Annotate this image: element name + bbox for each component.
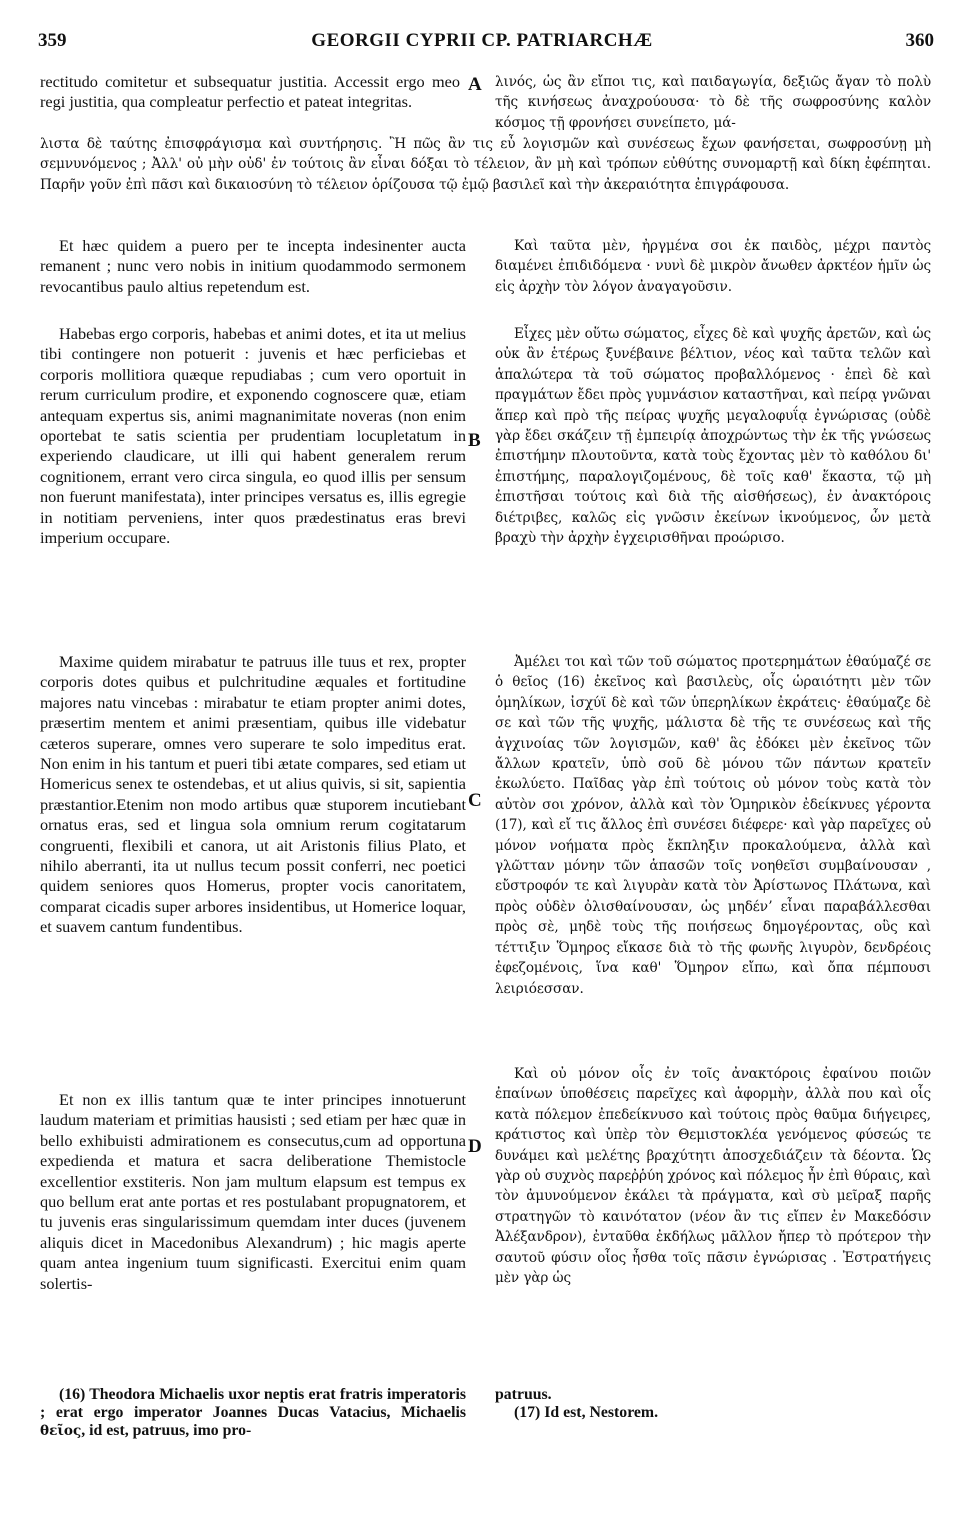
greek-text: Εἶχες μὲν οὕτω σώματος, εἶχες δὲ καὶ ψυχῆς ἀρετῶν, καὶ ὡς οὐκ ἂν ἑτέρως ξυνέβαινε βέλτιον, νέος καὶ ταῦτα τελῶν καὶ ἁπαλώτερα τὰ τοῦ σώματος προβαλλόμενος · ἐπεὶ δὲ καὶ πραγμάτων ἔδει πρὸς γυμνάσιον καταστῆναι, καὶ πείρᾳ γνῶναι ἅπερ καὶ πρὸ τῆς πείρας ψυχῆς μεγαλοφυΐᾳ ἐγνώρισας (οὐδὲ γὰρ ἔδει σκάζειν τῇ ἐμπειρίᾳ ἀποχρώντως τὴν ἐκ τῆς γνώσεως ἐπιστήμην πλουτοῦντα, κατὰ τοὺς ἔχοντας μὲν τὸ καθόλου δι' ἐπιστήμης, παραλογιζομένους, δὲ τοῖς καθ' ἕκαστα, τῷ μὴ ἐπιστῆσαι τούτοις καὶ διὰ τῆς αἰσθήσεως), ἐν ἀνακτόροις διέτριβες, καλῶς εἰς γνῶσιν ἐκείνων ἱκνούμενος, ὧν μετὰ βραχὺ τὴν ἀρχὴν ἐγχειρισθῆναι προώρισο. xyxy=(495,326,931,547)
footnote-16-text-end: , id est, patruus, imo pro- xyxy=(81,1422,252,1439)
page-number-left: 359 xyxy=(38,30,67,51)
greek-text: Ἀμέλει τοι καὶ τῶν τοῦ σώματος προτερημάτων ἐθαύμαζέ σε ὁ θεῖος (16) ἐκεῖνος καὶ βασιλεὺς, οἷς ὡραιότητι μὲν τῶν ὁμηλίκων, ἰσχύϊ δὲ καὶ τῶν ὑπερηλίκων ἐκράτεις· ἐθαύμαζε δὲ σε καὶ τῶν τῆς ψυχῆς, μάλιστα δὲ τῆς τε συνέσεως καὶ τῆς ἀγχινοίας τῶν λογισμῶν, καθ' ἃς ἐδόκει μὲν ἐκεῖνος τῶν ἄλλων κρατεῖν, ὑπὸ σοῦ δὲ μόνου τῶν πάντων κρατεῖν ἐκωλύετο. Παῖδας γὰρ ἐπὶ τούτοις οὐ μόνον τοὺς κατὰ τὸν αὐτὸν σοι χρόνον, ἀλλὰ καὶ τὸν Ὁμηρικὸν ἐδείκνυες γέροντα (17), καὶ εἴ τις ἄλλος ἐπὶ συνέσει διέφερε· καὶ γὰρ παρεῖχες οὐ μόνον νοήματα πρὸς ἔκπληξιν προκαλούμενα, ἀλλὰ καὶ γλῶτταν μόνην τῶν ἁπασῶν τοῖς νοηθεῖσι συμβαίνουσαν , εὔστροφόν τε καὶ λιγυρὰν κατὰ τὸν Ἀρίστωνος Πλάτωνα, καὶ πρὸς οὐδὲν ὀλισθαίνουσαν, ὡς μηδένʼ εἶναι παραβάλλεσθαι πρὸς σὲ, μηδὲ τοὺς τῆς ποιήσεως δημογέροντας, οὓς καὶ τέττιξιν Ὅμηρος εἴκασε διὰ τὸ τῆς φωνῆς λιγυρὸν, δενδρέοις ἐφεζομένοις, ἵνα καθ' Ὅμηρον εἴπω, καὶ ὄπα πέμπουσι λειριόεσσαν. xyxy=(495,654,931,997)
latin-paragraph-1 xyxy=(40,236,466,320)
top-greek-full-text xyxy=(40,134,931,218)
footnote-17-text: (17) Id est, Nestorem. xyxy=(514,1404,659,1421)
latin-text: Et hæc quidem a puero per te incepta indesinenter aucta remanent ; nunc vero nobis in initium quodammodo sermonem revocantibus paulo altius repetendum est. xyxy=(40,236,466,296)
section-marker-b: B xyxy=(468,430,481,451)
section-marker-a: A xyxy=(468,74,482,95)
top-greek-paragraph: λινός, ὡς ἂν εἴποι τις, καὶ παιδαγωγία, δεξιῶς ἄγαν τὸ πολὺ τῆς κινήσεως ἀναχρούουσα· τὸ δὲ τῆς σωφροσύνης καλὸν κόσμος τῇ φρονήσει συνείπετο, μά- xyxy=(495,74,931,131)
page-number-right: 360 xyxy=(905,30,934,51)
section-marker-c: C xyxy=(468,790,482,811)
top-latin-paragraph: rectitudo comitetur et subsequatur justitia. Accessit ergo meo regi justitia, qua compleatur perfectio et pateat integritas. xyxy=(40,72,460,112)
section-marker-d: D xyxy=(468,1136,482,1157)
greek-paragraph-2 xyxy=(495,324,931,646)
footnote-17 xyxy=(495,1404,931,1426)
latin-paragraph-4 xyxy=(40,1090,466,1374)
top-latin-text xyxy=(40,72,460,134)
latin-paragraph-2 xyxy=(40,324,466,644)
footnote-16 xyxy=(40,1386,466,1446)
greek-text: Καὶ οὐ μόνον οἷς ἐν τοῖς ἀνακτόροις ἐφαίνου ποιῶν ἐπαίνων ὑποθέσεις παρεῖχες καὶ ἀφορμὴν, ἀλλὰ που καὶ οἷς κατὰ πόλεμον ἐπεδείκνυσο καὶ τούτοις πρὸς θαῦμα διήγειρες, κράτιστος καὶ ὑπὲρ τὸν Θεμιστοκλέα γενόμενος φύσεώς τε δυνάμει καὶ μελέτης βραχύτητι ἀποσχεδιάζειν τὰ δέοντα. Ὡς γὰρ οὐ συχνὸς παρεῤῥύη χρόνος καὶ πόλεμος ἦν ἐπὶ θύραις, καὶ τὸν ἀμυνούμενον ἐκάλει τὰ πράγματα, καὶ σὺ μεῖραξ παρῆς στρατηγῶν τὸ καινότατον (νέον ἂν τις εἴπεν ἐν Μακεδόσιν Ἀλέξανδρον), ἐνταῦθα ἐκδήλως μᾶλλον ἤπερ τὸ πρότερον τὴν σαυτοῦ φύσιν οἷος ἦσθα τοῖς πᾶσιν ἐγνώρισας . Ἐστρατήγεις μὲν γὰρ ὡς xyxy=(495,1066,931,1287)
greek-paragraph-1 xyxy=(495,236,931,320)
latin-text: Et non ex illis tantum quæ te inter principes innotuerunt laudum materiam et primitias hausisti ; sed etiam per hæc quæ in bello exhibuisti admirationem es consecutus,cum ad opportuna expedienda et matura et sacra deliberatione Themistocle excellentior exstiteris. Non jam multum elapsum est tempus ex quo bellum erat ante portas et res postulabant propugnatorem, et tu juvenis eras singularissimum quemdam inter duces (juvenem aliquis dicet in Macedonibus Alexandrum) ; hic magis aperte quam antea ingenium tuum significasti. Exercitui enim quam solertis- xyxy=(40,1090,466,1293)
top-greek-full-paragraph: λιστα δὲ ταύτης ἐπισφράγισμα καὶ συντήρησις. Ἢ πῶς ἂν τις εὖ λογισμῶν καὶ συνέσεως ἔχων φανήσεται, σωφροσύνῃ μὴ σεμνυνόμενος ; Ἀλλ' οὐ μὴν οὐδ' ἐν τούτοις ἂν εἶναι δόξαι τὸ τέλειον, ἂν μὴ καὶ τρόπων εὐθύτης συνομαρτῇ καὶ δίκη ἐφέπηται. Παρῆν γοῦν ἐπὶ πᾶσι καὶ δικαιοσύνη τὸ τέλειον ὁρίζουσα τῷ ἐμῷ βασιλεῖ καὶ τὴν ἀκεραιότητα ἐπιγράφουσα. xyxy=(40,136,931,193)
latin-paragraph-3 xyxy=(40,652,466,1056)
greek-paragraph-4 xyxy=(495,1064,931,1374)
latin-text: Maxime quidem mirabatur te patruus ille tuus et rex, propter corporis dotes quibus et pulchritudine æquales et fortitudine majores natu vincebas : mirabatur te etiam propter animi dotes, præsertim mentem et animi præsentiam, quibus ille videbatur cæteros superare, omnes vero superare te solo impeditus erat. Non enim in his tantum et pueri tibi ætate compares, sed etiam ut Homericus senex te ostendebas, et ut alius quivis, si sit, sapientia præstantior.Etenim non modo artibus quæ stuporem incutiebant ornatus eras, sed et lingua sola omnium rerum cogitatarum congruenti, flexibili et canora, ut ait Aristonis filius Plato, et nihilo aberranti, ita ut nullus tecum possit conferri, nec poetici quidem seniores quos Homerus, propter vocis canoritatem, comparat cicadis super arbores insidentibus, ut Homerice loquar, et suavem cantum fundentibus. xyxy=(40,652,466,937)
latin-text: Habebas ergo corporis, habebas et animi dotes, et ita ut melius tibi contingere non potuerit : juvenis et hæc perficiebas et corporis mollitiora quæque repudiabas ; cum vero oportuit in rerum curriculum prodire, et exponendo cognoscere quæ, etiam antequam expertus sis, animi magnanimitate noveras (non enim oportebat te satis scientia per prudentiam locupletatum in experiendo claudicare, ut illi qui habent generalem rerum cognitionem, errant vero circa singula, eo quod illis per sensum non fuerunt manifestata), inter principes versatus es, illis egregie in notitiam perveniens, inter quos prædestinatus eras brevi imperium occupare. xyxy=(40,324,466,548)
greek-paragraph-3 xyxy=(495,652,931,1056)
footnote-16-greek-word: θεῖος xyxy=(40,1423,82,1439)
footnote-continuation-text: patruus. xyxy=(495,1386,552,1403)
top-greek-right-text xyxy=(495,72,931,134)
footnote-16-text: (16) Theodora Michaelis uxor neptis erat fratris imperatoris ; erat ergo imperator Joannes Ducas Vatacius, Michaelis xyxy=(40,1386,466,1421)
running-title: GEORGII CYPRII CP. PATRIARCHÆ xyxy=(311,30,653,51)
page-header xyxy=(30,26,934,52)
greek-text: Καὶ ταῦτα μὲν, ἠργμένα σοι ἐκ παιδὸς, μέχρι παντὸς διαμένει ἐπιδιδόμενα · νυνὶ δὲ μικρὸν ἄνωθεν ἀρκτέον ἡμῖν ὡς εἰς ἀρχὴν τὸν λόγον ἀναγαγοῦσιν. xyxy=(495,238,931,295)
